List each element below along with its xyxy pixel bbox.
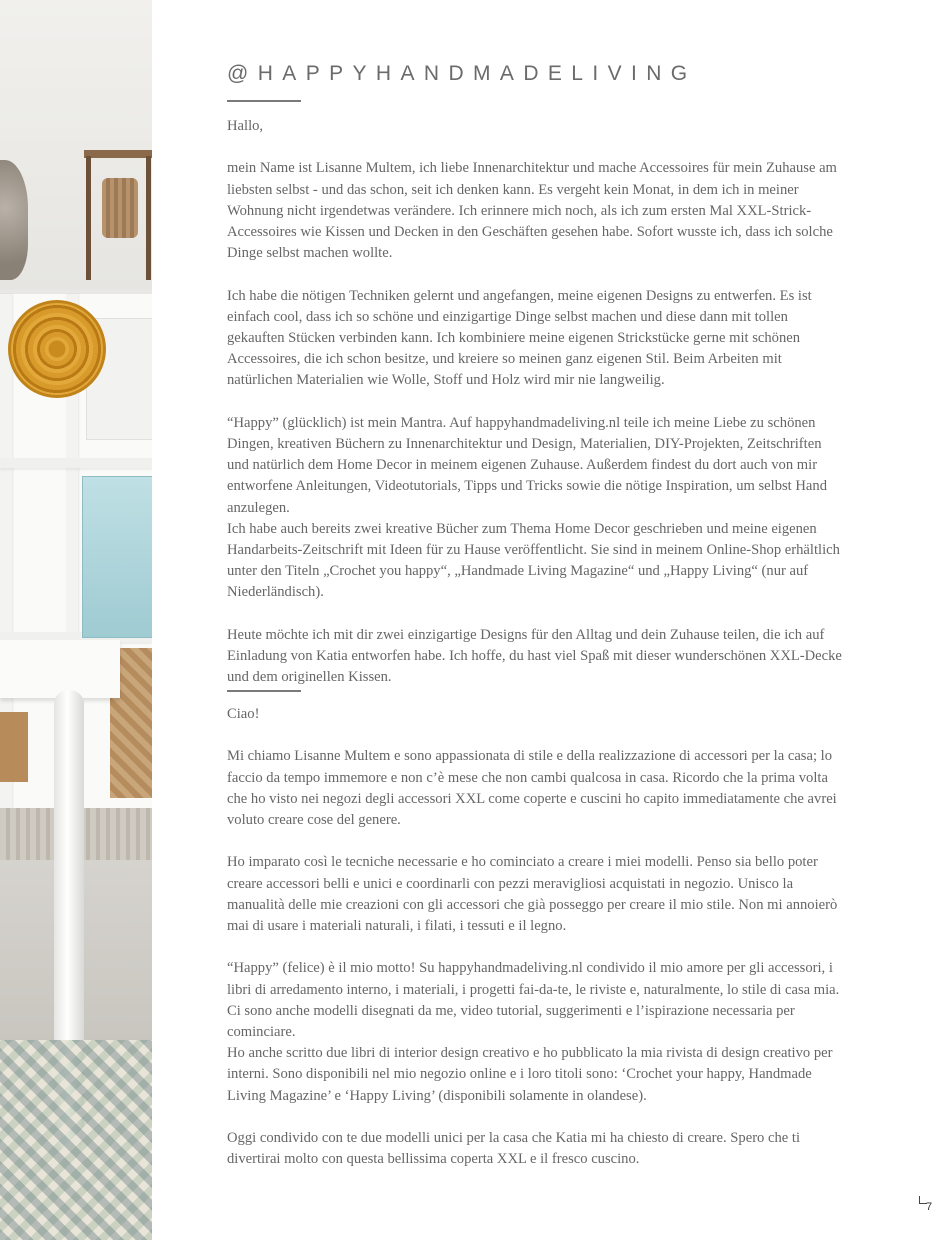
side-photo: [0, 0, 152, 1240]
italian-paragraph-3: “Happy” (felice) è il mio motto! Su happyhandmadeliving.nl condivido il mio amore per gli accessori, i libri di arredamento interno, i materiali, i progetti fai-da-te, le riviste e, naturalmente, lo stile di casa mia. Ci sono anche modelli disegnati da me, video tutorial, suggerimenti e l’ispirazione necessaria per cominciare.: [227, 960, 840, 1040]
header-rule: [227, 100, 301, 102]
italian-paragraph-4: Ho anche scritto due libri di interior design creativo e ho pubblicato la mia rivista di design creativo per interni. Sono disponibili nel mio negozio online e i loro titoli sono: ‘Crochet your happy, Handmade Living Magazine’ e ‘Happy Living’ (disponibili solamente in olandese).: [227, 1045, 833, 1104]
german-paragraph-2: Ich habe die nötigen Techniken gelernt und angefangen, meine eigenen Designs zu entwerfen. Es ist einfach cool, dass ich so schöne und einzigartige Dinge selbst machen und diese dann mit tollen gekauften Stücken verbinden kann. Ich kombiniere meine eigenen Strickstücke gerne mit schönen Accessoires, die ich schon besitze, und kreiere so meinen ganz eigenen Stil. Beim Arbeiten mit natürlichen Materialien wie Wolle, Stoff und Holz wird mir nie langweilig.: [227, 287, 812, 389]
italian-paragraph-5: Oggi condivido con te due modelli unici per la casa che Katia mi ha chiesto di creare. Spero che ti divertirai molto con questa bellissima coperta XXL e il fresco cuscino.: [227, 1130, 801, 1168]
german-paragraph-4: Ich habe auch bereits zwei kreative Bücher zum Thema Home Decor geschrieben und meine eigenen Handarbeits-Zeitschrift mit Ideen für zu Hause veröffentlicht. Sie sind in meinem Online-Shop erhältlich unter den Titeln „Crochet you happy“, „Handmade Living Magazine“ und „Happy Living“ (nur auf Niederländisch).: [227, 520, 840, 601]
photo-tiled-floor: [0, 1040, 152, 1240]
section-divider-rule: [227, 690, 301, 692]
photo-shelf-board: [0, 458, 152, 468]
photo-table-top: [0, 640, 120, 698]
photo-blue-box: [82, 476, 152, 638]
photo-paper-roll-stand: [84, 150, 152, 280]
instagram-handle: @HAPPYHANDMADELIVING: [227, 62, 697, 85]
photo-kraft-box: [0, 712, 28, 782]
italian-section: [227, 704, 847, 1170]
german-paragraph-1: mein Name ist Lisanne Multem, ich liebe Innenarchitektur und mache Accessoires für mein Zuhause am liebsten selbst - und das schon, seit ich denken kann. Es vergeht kein Monat, in dem ich in meiner Wohnung nicht irgendetwas verändere. Ich erinnere mich noch, als ich zum ersten Mal XXL-Strick-Accessoires wie Kissen und Decken in den Geschäften gesehen habe. Sofort wusste ich, dass ich solche Dinge selbst machen wollte.: [227, 160, 837, 262]
italian-paragraph-2: Ho imparato così le tecniche necessarie e ho cominciato a creare i miei modelli. Penso sia bello poter creare accessori belli e unici e coordinarli con pezzi meravigliosi acquistati in negozio. Unisco la manualità delle mie creazioni con gli accessori che già posseggo per creare il mio stile. Non mi annoierò mai di usare i materiali naturali, i filati, i tessuti e il legno.: [227, 854, 838, 934]
italian-paragraph-1: Mi chiamo Lisanne Multem e sono appassionata di stile e della realizzazione di accessori per la casa; lo faccio da tempo immemore e non c’è mese che non cambi qualcosa in casa. Ricordo che la prima volta che ho visto nei negozi degli accessori XXL come coperte e cuscini ho capito immediatamente che avrei voluto creare cose del genere.: [227, 748, 837, 828]
german-paragraph-5: Heute möchte ich mit dir zwei einzigartige Designs für den Alltag und dein Zuhause teilen, die ich auf Einladung von Katia entworfen habe. Ich hoffe, du hast viel Spaß mit dieser wunderschönen XXL-Decke und dem originellen Kissen.: [227, 626, 842, 686]
italian-greeting: Ciao!: [227, 706, 260, 722]
page-number: 7: [926, 1201, 933, 1213]
german-greeting: Hallo,: [227, 118, 264, 134]
german-paragraph-3: “Happy” (glücklich) ist mein Mantra. Auf happyhandmadeliving.nl teile ich meine Liebe zu schönen Dingen, kreativen Büchern zu Innenarchitektur und Design, Materialien, DIY-Projekten, Zeitschriften und natürlich dem Home Decor in meinem eigenen Zuhause. Außerdem findest du dort auch von mir entworfene Anleitungen, Videotutorials, Tipps und Tricks sowie die nötige Inspiration, um selbst Hand anzulegen.: [227, 414, 827, 516]
photo-crochet-doily: [8, 300, 106, 398]
german-section: [227, 116, 847, 688]
